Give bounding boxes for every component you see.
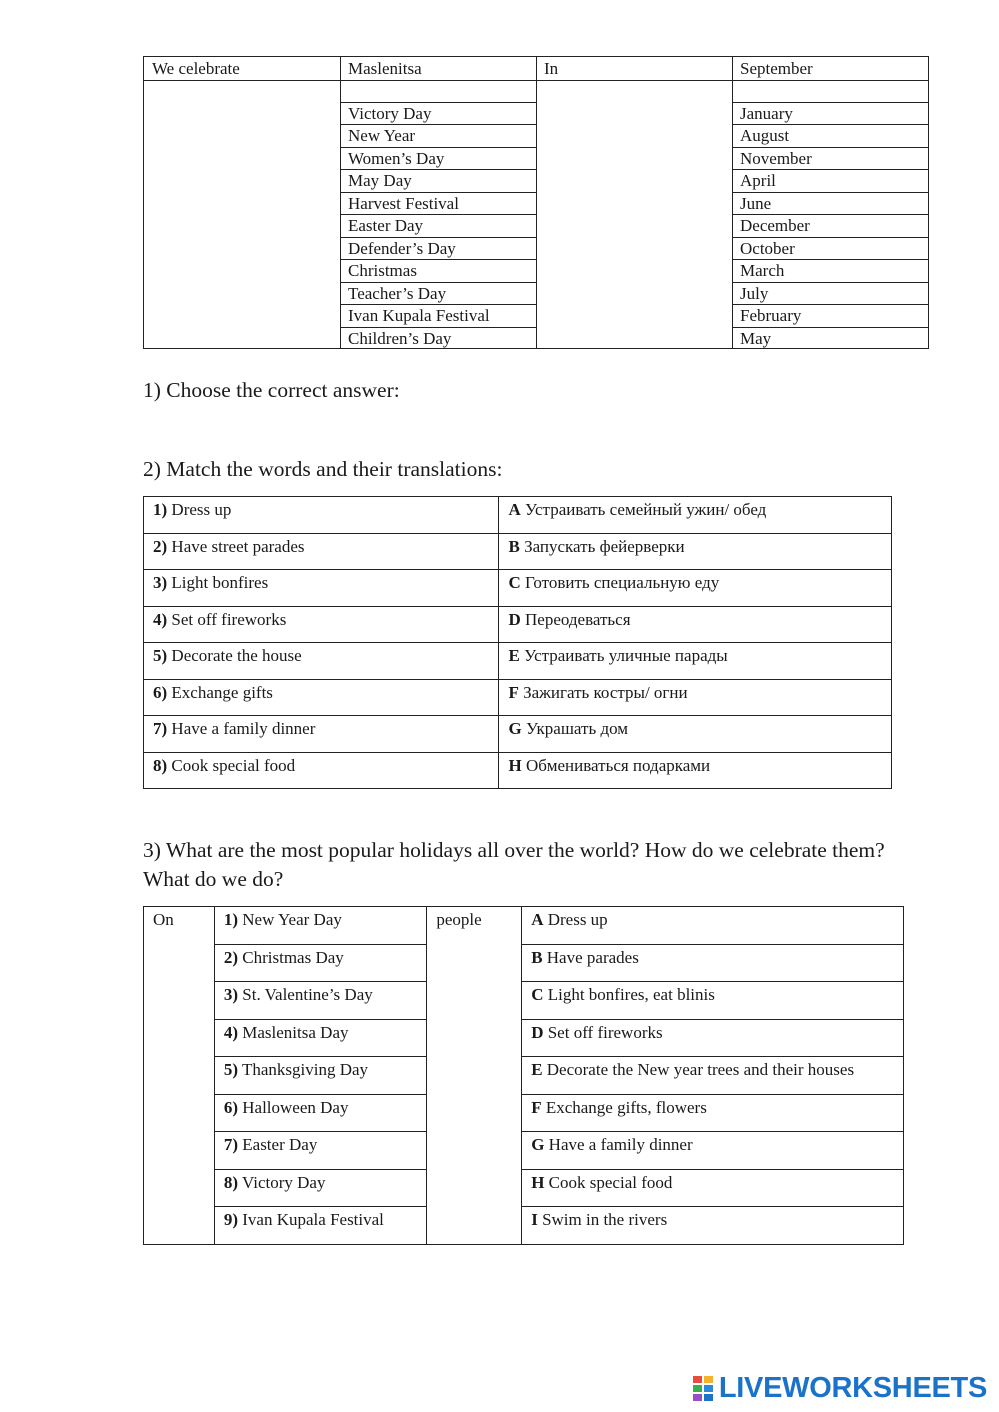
people-label: people [436, 910, 482, 929]
month-text: February [740, 306, 802, 325]
holiday-number: 8) [223, 1172, 239, 1192]
holiday-number: 6) [223, 1097, 239, 1117]
translation-cell [499, 606, 892, 643]
in-label: In [544, 59, 559, 78]
match-row [144, 533, 892, 570]
translation-cell [499, 570, 892, 607]
translation-letter: G [508, 719, 522, 738]
activity-text: Have parades [546, 947, 639, 967]
holiday-cell [340, 260, 536, 283]
activity-letter: E [531, 1060, 543, 1079]
holiday-cell [340, 125, 536, 148]
phrase-number: 6) [153, 682, 168, 702]
phrase-text: Have a family dinner [171, 719, 316, 738]
month-text: July [740, 283, 769, 303]
holiday-cell [340, 305, 536, 328]
activity-cell [522, 1057, 904, 1095]
translation-text: Устраивать семейный ужин/ обед [525, 500, 767, 519]
translation-cell [499, 643, 892, 680]
match-row [144, 752, 892, 789]
phrase-number: 1) [153, 500, 168, 519]
match-row [144, 606, 892, 643]
holiday-cell [340, 238, 536, 261]
holiday-number: 3) [223, 985, 239, 1004]
month-cell [732, 148, 928, 171]
phrase-cell [144, 716, 499, 753]
activity-letter: A [531, 910, 544, 929]
in-column [536, 57, 733, 348]
month-cell [732, 193, 928, 216]
liveworksheets-logo [693, 1370, 987, 1406]
holiday-cell [340, 193, 536, 216]
holiday-name: Christmas Day [242, 947, 344, 967]
holidays-column [340, 57, 537, 348]
holiday-number: 7) [223, 1135, 239, 1154]
holiday-row [144, 907, 904, 945]
holiday-number: 4) [223, 1022, 239, 1042]
holiday-cell [340, 80, 536, 103]
month-text: January [740, 103, 793, 123]
holiday-number: 2) [223, 947, 239, 967]
translation-text: Переодеваться [525, 609, 631, 629]
holiday-text: Defender’s Day [348, 238, 456, 258]
holiday-cell [214, 1132, 427, 1170]
activity-text: Set off fireworks [547, 1022, 663, 1042]
phrase-number: 2) [153, 536, 168, 556]
holiday-text: Harvest Festival [348, 193, 459, 213]
on-label: On [153, 910, 174, 929]
task3-title: 3) What are the most popular holidays all over the world? How do we celebrate them? What do we do? [143, 838, 885, 891]
activity-text: Exchange gifts, flowers [545, 1097, 707, 1117]
translation-letter: B [508, 536, 520, 556]
translation-text: Устраивать уличные парады [524, 646, 728, 665]
phrase-text: Set off fireworks [171, 609, 287, 629]
holiday-row [144, 944, 904, 982]
activity-cell [522, 944, 904, 982]
holiday-activities-table [143, 906, 904, 1245]
holiday-cell [340, 103, 536, 126]
holiday-name: Ivan Kupala Festival [242, 1210, 384, 1229]
holiday-text: Easter Day [348, 216, 424, 235]
month-cell [732, 170, 928, 193]
activity-text: Light bonfires, eat blinis [547, 985, 715, 1004]
holiday-cell [214, 1207, 427, 1245]
month-cell [732, 328, 928, 351]
translation-text: Украшать дом [525, 719, 629, 738]
translation-cell [499, 679, 892, 716]
phrase-cell [144, 497, 499, 534]
we-celebrate-column [144, 57, 341, 348]
holiday-name: Victory Day [241, 1172, 326, 1192]
activity-letter: B [531, 947, 543, 967]
activity-cell [522, 1207, 904, 1245]
phrase-number: 8) [153, 755, 168, 775]
translation-text: Готовить специальную еду [525, 573, 720, 592]
phrase-cell [144, 679, 499, 716]
translation-cell [499, 533, 892, 570]
activity-text: Have a family dinner [548, 1135, 693, 1154]
phrase-text: Exchange gifts [171, 682, 273, 702]
holiday-cell [214, 907, 427, 945]
match-row [144, 643, 892, 680]
holiday-row [144, 1207, 904, 1245]
translation-text: Запускать фейерверки [524, 536, 685, 556]
holiday-text: New Year [348, 126, 416, 145]
month-cell [732, 238, 928, 261]
phrase-text: Have street parades [171, 536, 305, 556]
activity-text: Cook special food [548, 1172, 673, 1192]
translation-cell [499, 752, 892, 789]
translation-cell [499, 716, 892, 753]
on-cell [144, 907, 215, 1245]
holiday-row [144, 1019, 904, 1057]
month-cell [732, 283, 928, 306]
month-text: December [740, 216, 810, 235]
translation-cell [499, 497, 892, 534]
translation-letter: C [508, 573, 521, 592]
month-text: May [740, 328, 772, 348]
phrase-text: Dress up [171, 500, 232, 519]
month-cell [732, 305, 928, 328]
holiday-cell [214, 1019, 427, 1057]
people-cell [427, 907, 522, 1245]
holiday-number: 5) [223, 1060, 239, 1079]
holiday-row [144, 1057, 904, 1095]
holiday-name: Halloween Day [242, 1097, 349, 1117]
phrase-cell [144, 570, 499, 607]
activity-cell [522, 982, 904, 1020]
activity-letter: F [531, 1097, 542, 1117]
activity-letter: G [531, 1135, 545, 1154]
month-text: October [740, 238, 795, 258]
match-row [144, 716, 892, 753]
holiday-number: 1) [223, 910, 239, 929]
liveworksheets-logo-text: LIVEWORKSHEETS [718, 1371, 987, 1404]
activity-text: Decorate the New year trees and their houses [546, 1060, 855, 1079]
activity-letter: C [531, 985, 544, 1004]
months-column [732, 57, 928, 348]
holiday-name: St. Valentine’s Day [242, 985, 373, 1004]
phrase-text: Light bonfires [171, 573, 269, 592]
task1-title: 1) Choose the correct answer: [143, 378, 400, 402]
holiday-text: Women’s Day [348, 148, 445, 168]
holiday-row [144, 1132, 904, 1170]
month-cell [732, 260, 928, 283]
match-row [144, 497, 892, 534]
activity-cell [522, 1169, 904, 1207]
phrase-cell [144, 533, 499, 570]
liveworksheets-logo-icon [693, 1376, 715, 1400]
month-cell [732, 103, 928, 126]
holiday-cell [340, 170, 536, 193]
translation-letter: A [508, 500, 521, 519]
phrase-cell [144, 606, 499, 643]
activity-letter: D [531, 1022, 544, 1042]
month-cell [732, 125, 928, 148]
phrase-number: 4) [153, 609, 168, 629]
match-row [144, 570, 892, 607]
month-text: June [740, 193, 772, 213]
holiday-cell [340, 148, 536, 171]
holiday-cell [214, 982, 427, 1020]
holiday-name: New Year Day [242, 910, 342, 929]
holiday-row [144, 1169, 904, 1207]
holiday-text: Victory Day [348, 103, 432, 123]
holiday-name: Thanksgiving Day [241, 1060, 369, 1079]
holiday-text: Christmas [348, 261, 417, 280]
holiday-row [144, 1094, 904, 1132]
month-cell [732, 80, 928, 103]
phrase-cell [144, 752, 499, 789]
translation-letter: H [508, 755, 522, 775]
phrase-cell [144, 643, 499, 680]
task2-title: 2) Match the words and their translations: [143, 457, 503, 481]
translation-letter: F [508, 682, 519, 702]
holiday-text: Teacher’s Day [348, 283, 447, 303]
translation-letter: D [508, 609, 521, 629]
month-text: November [740, 148, 812, 168]
activity-text: Swim in the rivers [542, 1210, 668, 1229]
phrase-text: Cook special food [171, 755, 296, 775]
translation-text: Обмениваться подарками [525, 755, 711, 775]
phrase-number: 7) [153, 719, 168, 738]
holiday-cell [214, 1169, 427, 1207]
holiday-cell [340, 215, 536, 238]
phrase-text: Decorate the house [171, 646, 302, 665]
match-row [144, 679, 892, 716]
month-text: August [740, 126, 790, 145]
month-header-cell: September [740, 59, 813, 78]
holiday-cell [214, 1094, 427, 1132]
holiday-cell [340, 328, 536, 351]
we-celebrate-label: We celebrate [152, 59, 240, 78]
month-text: March [740, 261, 785, 280]
activity-cell [522, 1094, 904, 1132]
activity-cell [522, 1019, 904, 1057]
activity-cell [522, 907, 904, 945]
holiday-number: 9) [223, 1210, 239, 1229]
phrase-number: 3) [153, 573, 168, 592]
holiday-name: Easter Day [242, 1135, 318, 1154]
holiday-cell [214, 1057, 427, 1095]
holiday-cell [214, 944, 427, 982]
holiday-text: Ivan Kupala Festival [348, 306, 490, 325]
holiday-months-table [143, 56, 929, 349]
activity-letter: I [531, 1210, 538, 1229]
holiday-header-cell: Maslenitsa [348, 59, 422, 78]
holiday-row [144, 982, 904, 1020]
month-cell [732, 215, 928, 238]
activity-text: Dress up [547, 910, 608, 929]
month-text: April [740, 171, 776, 190]
holiday-cell [340, 283, 536, 306]
translation-text: Зажигать костры/ огни [523, 682, 688, 702]
translation-match-table [143, 496, 892, 789]
translation-letter: E [508, 646, 520, 665]
phrase-number: 5) [153, 646, 168, 665]
holiday-text: Children’s Day [348, 328, 452, 348]
holiday-name: Maslenitsa Day [242, 1022, 349, 1042]
holiday-text: May Day [348, 171, 412, 190]
activity-letter: H [531, 1172, 545, 1192]
activity-cell [522, 1132, 904, 1170]
